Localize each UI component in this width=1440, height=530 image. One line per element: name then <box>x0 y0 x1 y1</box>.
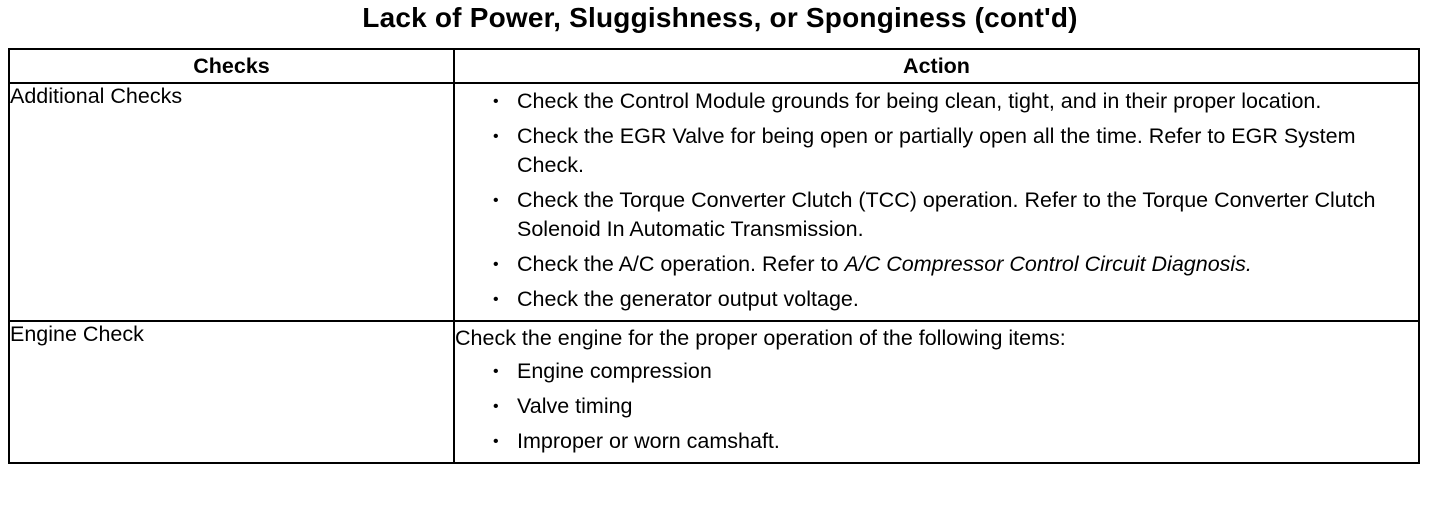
action-list <box>455 357 1418 456</box>
bullet-icon: • <box>493 291 499 308</box>
bullet-icon: • <box>493 433 499 450</box>
list-item <box>455 186 1418 244</box>
list-item-text: Check the A/C operation. Refer to <box>517 252 845 276</box>
bullet-icon: • <box>493 363 499 380</box>
list-item-text: Check the Control Module grounds for being clean, tight, and in their proper location. <box>517 89 1322 113</box>
check-cell: Engine Check <box>9 321 454 463</box>
bullet-icon: • <box>493 93 499 110</box>
list-item <box>455 250 1418 279</box>
action-cell <box>454 321 1419 463</box>
action-cell <box>454 83 1419 321</box>
list-item <box>455 357 1418 386</box>
list-item-text: Engine compression <box>517 359 712 383</box>
table-row <box>9 321 1419 463</box>
column-header-checks: Checks <box>9 49 454 83</box>
table-header-row <box>9 49 1419 83</box>
column-header-action: Action <box>454 49 1419 83</box>
list-item-text: Check the EGR Valve for being open or partially open all the time. Refer to EGR System Check. <box>517 124 1356 177</box>
bullet-icon: • <box>493 128 499 145</box>
list-item-text: Valve timing <box>517 394 633 418</box>
action-intro: Check the engine for the proper operation of the following items: <box>455 326 1066 350</box>
table-row <box>9 83 1419 321</box>
bullet-icon: • <box>493 398 499 415</box>
list-item <box>455 122 1418 180</box>
page-title: Lack of Power, Sluggishness, or Sponginess (cont'd) <box>362 2 1078 33</box>
list-item <box>455 87 1418 116</box>
list-item <box>455 427 1418 456</box>
bullet-icon: • <box>493 256 499 273</box>
action-list <box>455 87 1418 314</box>
reference-text: A/C Compressor Control Circuit Diagnosis. <box>844 252 1252 276</box>
diagnosis-table <box>8 48 1420 464</box>
list-item <box>455 285 1418 314</box>
check-cell: Additional Checks <box>9 83 454 321</box>
list-item-text: Improper or worn camshaft. <box>517 429 780 453</box>
list-item-text: Check the Torque Converter Clutch (TCC) operation. Refer to the Torque Converter Clutch Solenoid In Automatic Transmission. <box>517 188 1376 241</box>
bullet-icon: • <box>493 192 499 209</box>
list-item <box>455 392 1418 421</box>
list-item-text: Check the generator output voltage. <box>517 287 859 311</box>
